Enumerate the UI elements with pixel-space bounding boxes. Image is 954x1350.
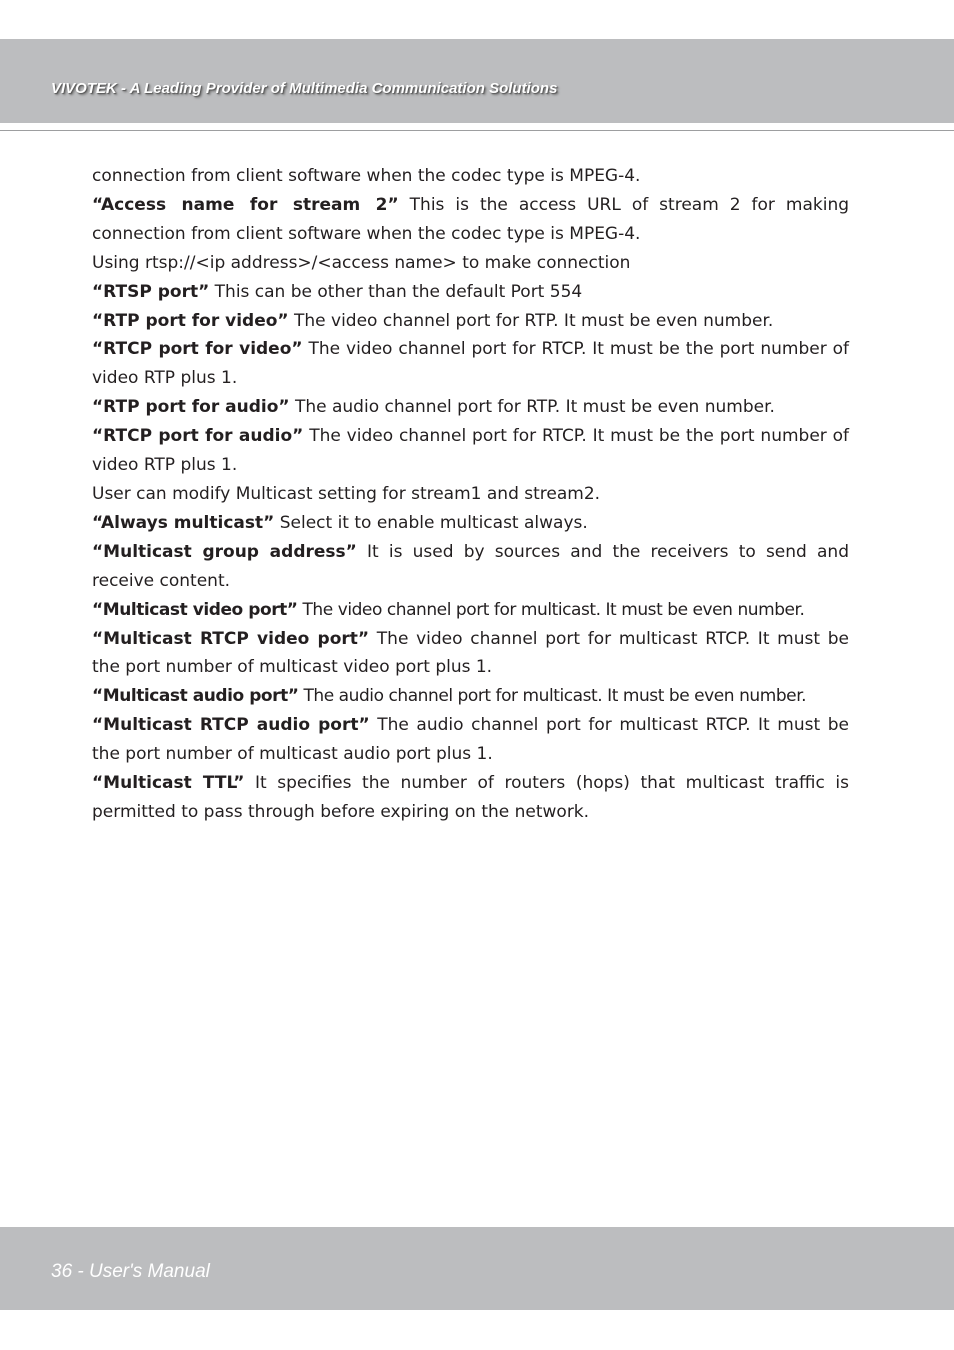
paragraph-term: “RTP port for video” bbox=[92, 310, 289, 331]
paragraph-always-multicast bbox=[92, 509, 849, 538]
paragraph-rtsp-usage bbox=[92, 249, 849, 278]
paragraph-term: “Multicast video port” bbox=[92, 599, 298, 620]
paragraph-codec-continuation bbox=[92, 162, 849, 191]
paragraph-text: The audio channel port for RTP. It must be even number. bbox=[289, 397, 775, 418]
paragraph-text: It is used by sources and the receivers to send and receive content. bbox=[92, 541, 850, 591]
paragraph-term: “Multicast group address” bbox=[92, 541, 357, 562]
paragraph-term: “Access name for stream 2” bbox=[92, 194, 399, 215]
paragraph-rtsp-port bbox=[92, 278, 849, 307]
paragraph-access-name-stream-2 bbox=[92, 191, 849, 249]
paragraph-multicast-intro bbox=[92, 480, 849, 509]
header-title: VIVOTEK - A Leading Provider of Multimedia Communication Solutions bbox=[51, 80, 558, 97]
paragraph-text: The video channel port for RTCP. It must be the port number of video RTP plus 1. bbox=[92, 339, 849, 389]
paragraph-rtcp-port-video bbox=[92, 335, 849, 393]
paragraph-term: “Multicast TTL” bbox=[92, 773, 245, 794]
paragraph-term: “RTP port for audio” bbox=[92, 397, 290, 418]
paragraph-text: The video channel port for multicast. It must be even number. bbox=[297, 599, 805, 620]
paragraph-multicast-video-port bbox=[92, 596, 849, 625]
paragraph-rtcp-port-audio bbox=[92, 422, 849, 480]
paragraph-term: “Multicast audio port” bbox=[92, 686, 299, 707]
paragraph-term: “Always multicast” bbox=[92, 512, 275, 533]
paragraph-rtp-port-video bbox=[92, 307, 849, 336]
paragraph-text: The video channel port for RTCP. It must be the port number of video RTP plus 1. bbox=[92, 426, 849, 476]
paragraph-text: connection from client software when the codec type is MPEG-4. bbox=[92, 166, 641, 186]
paragraph-text: Using rtsp://<ip address>/<access name> to make connection bbox=[92, 252, 631, 273]
header-divider bbox=[0, 130, 954, 131]
paragraph-multicast-rtcp-audio-port bbox=[92, 711, 849, 769]
paragraph-text: This is the access URL of stream 2 for making connection from client software when the codec type is MPEG-4. bbox=[92, 194, 850, 244]
paragraph-text: It specifies the number of routers (hops) that multicast traffic is permitted to pass through before expiring on the network. bbox=[92, 773, 849, 822]
manual-body bbox=[92, 162, 849, 827]
paragraph-text: User can modify Multicast setting for stream1 and stream2. bbox=[92, 483, 601, 504]
paragraph-text: The video channel port for RTP. It must be even number. bbox=[288, 310, 774, 331]
paragraph-text: The audio channel port for multicast. It must be even number. bbox=[298, 686, 807, 707]
paragraph-multicast-group-address bbox=[92, 538, 849, 596]
paragraph-multicast-ttl bbox=[92, 769, 849, 827]
paragraph-text: The audio channel port for multicast RTCP. It must be the port number of multicast audio port plus 1. bbox=[92, 715, 849, 765]
paragraph-multicast-rtcp-video-port bbox=[92, 625, 849, 683]
page-number-label: 36 - User's Manual bbox=[51, 1261, 210, 1282]
paragraph-multicast-audio-port bbox=[92, 682, 849, 711]
paragraph-term: “RTCP port for audio” bbox=[92, 426, 304, 447]
paragraph-text: Select it to enable multicast always. bbox=[274, 512, 588, 533]
paragraph-term: “RTSP port” bbox=[92, 281, 210, 302]
paragraph-term: “RTCP port for video” bbox=[92, 339, 303, 360]
paragraph-text: The video channel port for multicast RTCP. It must be the port number of multicast video port plus 1. bbox=[92, 628, 849, 678]
paragraph-term: “Multicast RTCP video port” bbox=[92, 628, 370, 649]
paragraph-text: This can be other than the default Port 554 bbox=[209, 281, 583, 302]
paragraph-rtp-port-audio bbox=[92, 393, 849, 422]
paragraph-term: “Multicast RTCP audio port” bbox=[92, 715, 370, 736]
